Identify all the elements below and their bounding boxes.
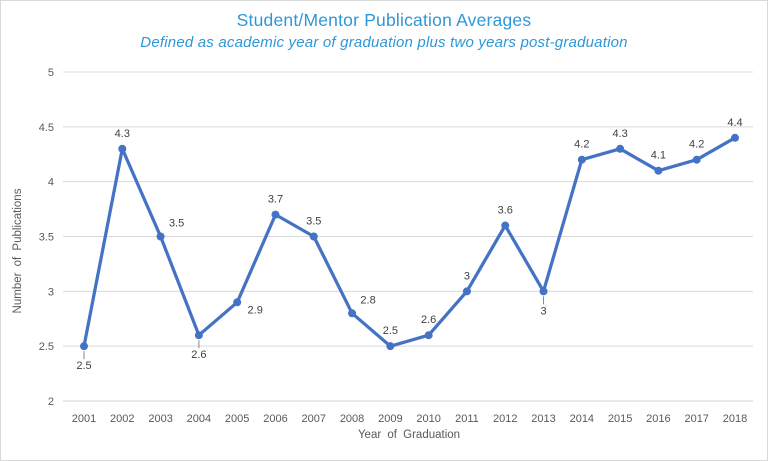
- chart-plot-area: [1, 1, 767, 460]
- x-tick-label: 2015: [607, 413, 633, 425]
- data-point-marker: [540, 287, 548, 295]
- data-point-marker: [693, 156, 701, 164]
- y-tick-label: 2: [47, 396, 54, 408]
- data-label: 4.3: [114, 127, 130, 140]
- x-tick-label: 2006: [263, 413, 288, 425]
- data-label: 2.8: [360, 294, 376, 307]
- data-label: 2.6: [420, 314, 437, 327]
- data-point-marker: [80, 342, 88, 350]
- x-tick-label: 2004: [186, 413, 212, 425]
- x-tick-label: 2009: [378, 413, 403, 425]
- data-point-marker: [118, 145, 126, 153]
- x-axis-title: Year of Graduation: [357, 429, 461, 441]
- x-tick-label: 2017: [684, 413, 709, 425]
- data-label: 4.1: [650, 149, 667, 162]
- y-tick-label: 5: [47, 67, 54, 79]
- x-tick-label: 2007: [301, 413, 327, 425]
- data-point-marker: [157, 233, 165, 241]
- x-tick-label: 2001: [71, 413, 97, 425]
- data-label: 3.6: [497, 204, 513, 217]
- y-tick-label: 4: [47, 176, 54, 189]
- data-label: 2.6: [191, 349, 207, 362]
- data-point-marker: [731, 134, 739, 142]
- x-tick-label: 2014: [569, 413, 595, 425]
- chart-subtitle: Defined as academic year of graduation plus two years post-graduation: [140, 34, 628, 51]
- y-axis-title: Number of Publications: [12, 188, 24, 314]
- series-group: [80, 134, 739, 350]
- data-label: 3.5: [168, 217, 185, 230]
- data-label: 2.5: [76, 360, 92, 373]
- data-point-marker: [463, 287, 471, 295]
- data-label: 4.2: [574, 138, 590, 151]
- x-tick-label: 2013: [531, 413, 556, 425]
- x-tick-label: 2012: [492, 413, 518, 425]
- gridlines-group: [63, 72, 753, 401]
- data-label: 4.2: [689, 138, 705, 151]
- y-tick-label: 3: [47, 286, 54, 299]
- data-point-marker: [386, 342, 394, 350]
- x-tick-label: 2011: [455, 413, 479, 425]
- data-point-marker: [271, 211, 279, 219]
- data-point-marker: [310, 233, 318, 241]
- data-point-marker: [654, 167, 662, 175]
- data-point-marker: [578, 156, 586, 164]
- x-tick-label: 2010: [416, 413, 441, 425]
- data-point-marker: [348, 309, 356, 317]
- x-axis-ticks-group: [72, 413, 747, 425]
- x-tick-label: 2016: [646, 413, 671, 425]
- x-tick-label: 2005: [224, 413, 250, 425]
- x-tick-label: 2002: [110, 413, 135, 425]
- x-tick-label: 2018: [722, 413, 748, 425]
- data-label: 2.5: [382, 325, 399, 338]
- x-tick-label: 2003: [148, 413, 173, 425]
- data-point-marker: [501, 222, 509, 230]
- data-point-marker: [616, 145, 624, 153]
- y-tick-label: 2.5: [38, 341, 54, 354]
- data-point-marker: [233, 298, 241, 306]
- chart-title: Student/Mentor Publication Averages: [236, 10, 532, 30]
- data-label: 3.7: [267, 193, 284, 206]
- data-label: 4.4: [727, 116, 743, 129]
- data-label: 4.3: [612, 127, 628, 140]
- data-labels-group: [76, 117, 742, 372]
- y-tick-label: 4.5: [38, 121, 54, 134]
- data-label: 2.9: [247, 304, 263, 317]
- data-series-line: [84, 138, 735, 346]
- y-tick-label: 3.5: [38, 231, 54, 244]
- data-label: 3.5: [306, 215, 322, 228]
- data-point-marker: [195, 331, 203, 339]
- data-label: 3: [463, 270, 471, 283]
- y-axis-ticks-group: [39, 67, 54, 408]
- data-point-marker: [425, 331, 433, 339]
- data-label: 3: [540, 305, 547, 318]
- x-tick-label: 2008: [339, 413, 365, 425]
